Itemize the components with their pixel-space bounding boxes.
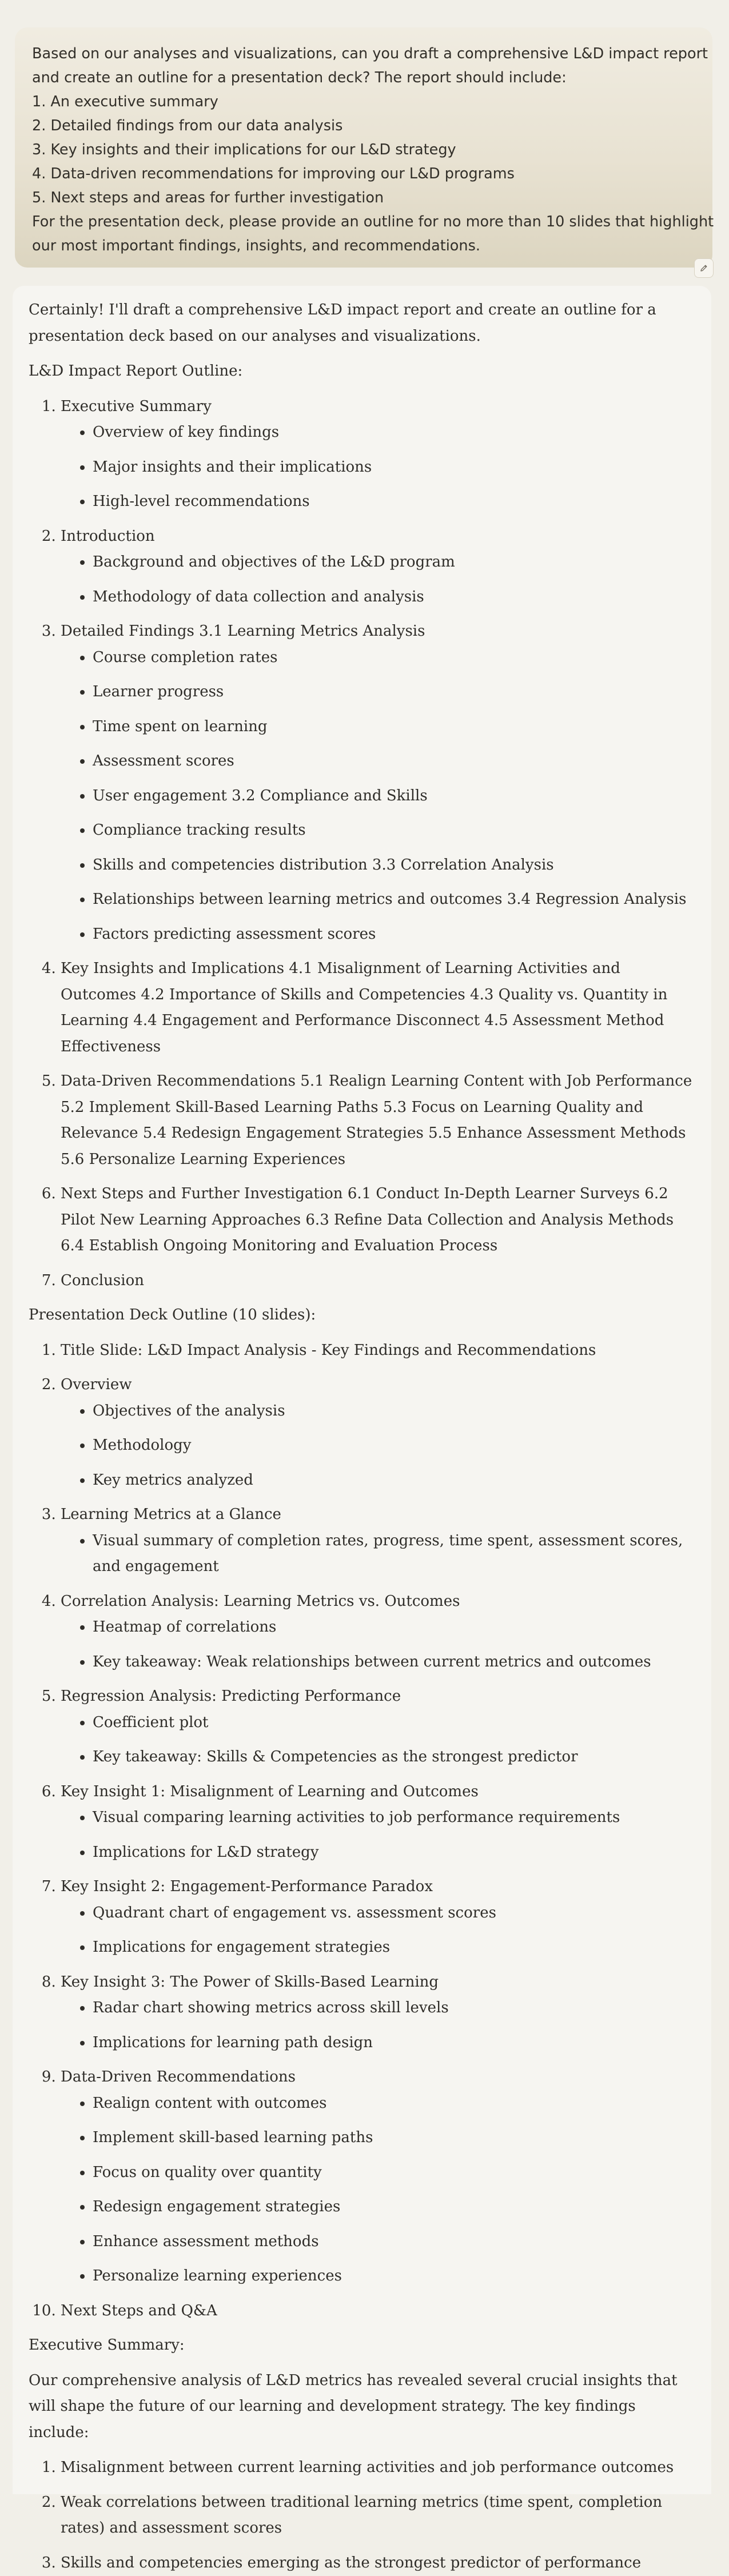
slide-item-title: Regression Analysis: Predicting Performance (61, 1688, 401, 1705)
finding-item: 2. Weak correlations between traditional learning metrics (time spent, completion rates) and assessment scores (61, 2490, 695, 2542)
user-message-line: 2. Detailed findings from our data analysis (32, 114, 695, 138)
slide-item-title: Data-Driven Recommendations (61, 2068, 296, 2085)
report-section-title: Detailed Findings 3.1 Learning Metrics Analysis (61, 623, 425, 640)
slide-item-subitems (61, 1900, 695, 1961)
user-message-line: 1. An executive summary (32, 90, 695, 114)
bullet-item: • Course completion rates (93, 645, 695, 671)
bullet-item: • Major insights and their implications (93, 454, 695, 481)
bullet-item: • Background and objectives of the L&D program (93, 549, 695, 576)
bullet-item: • Methodology (93, 1433, 695, 1459)
bullet-item: • Implications for L&D strategy (93, 1840, 695, 1866)
bullet-item: • Redesign engagement strategies (93, 2194, 695, 2220)
user-message-line: 5. Next steps and areas for further investigation (32, 186, 695, 210)
slide-item (61, 1969, 695, 2056)
slide-item (61, 1589, 695, 1676)
slide-item (61, 2064, 695, 2290)
bullet-item: • Enhance assessment methods (93, 2229, 695, 2255)
report-section-title: Executive Summary (61, 398, 212, 415)
bullet-item: • Visual comparing learning activities to job performance requirements (93, 1805, 695, 1831)
report-section (61, 394, 695, 515)
user-message (15, 27, 712, 268)
bullet-item: • Realign content with outcomes (93, 2091, 695, 2117)
slide-item (61, 2298, 695, 2324)
slide-item-title: Overview (61, 1376, 132, 1393)
report-section-title: Key Insights and Implications 4.1 Misalignment of Learning Activities and Outcomes 4.2 Importance of Skills and Competencies 4.3 Quality vs. Quantity in Learning 4.4 Engagement and Performance Disconnect 4.5 Assessment Method Effectiveness (61, 960, 667, 1055)
slide-item (61, 1372, 695, 1493)
bullet-item: • Factors predicting assessment scores (93, 922, 695, 948)
bullet-item: • Assessment scores (93, 748, 695, 775)
slide-item-subitems (61, 1398, 695, 1494)
report-section (61, 524, 695, 611)
bullet-item: • Compliance tracking results (93, 818, 695, 844)
user-message-line: For the presentation deck, please provide an outline for no more than 10 slides that highlight (32, 210, 695, 234)
bullet-item: • Implications for learning path design (93, 2030, 695, 2056)
bullet-item: • Heatmap of correlations (93, 1614, 695, 1641)
slide-item (61, 1338, 695, 1364)
bullet-item: • Learner progress (93, 679, 695, 705)
bullet-item: • Relationships between learning metrics and outcomes 3.4 Regression Analysis (93, 887, 695, 913)
bullet-item: • Implications for engagement strategies (93, 1935, 695, 1961)
report-section-subitems (61, 549, 695, 610)
slide-item-title: Key Insight 3: The Power of Skills-Based Learning (61, 1973, 439, 1991)
bullet-item: • Time spent on learning (93, 714, 695, 740)
user-message-line: and create an outline for a presentation deck? The report should include: (32, 66, 695, 90)
executive-findings-list (29, 2455, 695, 2576)
bullet-item: • Quadrant chart of engagement vs. assessment scores (93, 1900, 695, 1927)
bullet-item: • Coefficient plot (93, 1710, 695, 1736)
slide-item (61, 1779, 695, 1866)
executive-summary-heading: Executive Summary: (29, 2332, 695, 2359)
bullet-item: • Implement skill-based learning paths (93, 2125, 695, 2151)
finding-item: 1. Misalignment between current learning activities and job performance outcomes (61, 2455, 695, 2481)
user-message-line: Based on our analyses and visualizations, can you draft a comprehensive L&D impact report (32, 42, 695, 66)
slide-item-title: Title Slide: L&D Impact Analysis - Key Findings and Recommendations (61, 1342, 596, 1359)
report-section (61, 1268, 695, 1294)
bullet-item: • Key metrics analyzed (93, 1468, 695, 1494)
slide-item-title: Correlation Analysis: Learning Metrics vs. Outcomes (61, 1593, 460, 1610)
bullet-item: • User engagement 3.2 Compliance and Skills (93, 783, 695, 810)
slide-item-subitems (61, 1710, 695, 1770)
slide-item (61, 1502, 695, 1580)
user-message-line: 3. Key insights and their implications for our L&D strategy (32, 138, 695, 162)
user-message-line: our most important findings, insights, and recommendations. (32, 234, 695, 258)
slide-item-subitems (61, 1995, 695, 2056)
bullet-item: • Key takeaway: Weak relationships between current metrics and outcomes (93, 1649, 695, 1676)
bullet-item: • Objectives of the analysis (93, 1398, 695, 1425)
report-section-title: Introduction (61, 528, 155, 545)
deck-outline-heading: Presentation Deck Outline (10 slides): (29, 1302, 695, 1329)
bullet-item: • Skills and competencies distribution 3.3 Correlation Analysis (93, 852, 695, 879)
user-message-line: 4. Data-driven recommendations for improving our L&D programs (32, 162, 695, 186)
slide-item-title: Key Insight 1: Misalignment of Learning and Outcomes (61, 1783, 479, 1800)
bullet-item: • Radar chart showing metrics across skill levels (93, 1995, 695, 2021)
report-section (61, 1068, 695, 1173)
report-section-subitems (61, 645, 695, 948)
report-section-title: Conclusion (61, 1272, 144, 1289)
bullet-item: • Methodology of data collection and analysis (93, 584, 695, 611)
report-section-title: Next Steps and Further Investigation 6.1 Conduct In-Depth Learner Surveys 6.2 Pilot New Learning Approaches 6.3 Refine Data Collection and Analysis Methods 6.4 Establish Ongoing Monitoring and Evaluation Process (61, 1185, 674, 1254)
assistant-response (13, 286, 711, 2494)
report-outline-list (29, 394, 695, 1294)
bullet-item: • Key takeaway: Skills & Competencies as the strongest predictor (93, 1744, 695, 1770)
slide-item-subitems (61, 1805, 695, 1865)
executive-summary-paragraph: Our comprehensive analysis of L&D metrics has revealed several crucial insights that will shape the future of our learning and development strategy. The key findings include: (29, 2368, 695, 2446)
bullet-item: • Visual summary of completion rates, progress, time spent, assessment scores, and engagement (93, 1528, 695, 1580)
deck-outline-list (29, 1338, 695, 2324)
bullet-item: • Overview of key findings (93, 420, 695, 446)
slide-item-subitems (61, 1528, 695, 1580)
slide-item-title: Key Insight 2: Engagement-Performance Paradox (61, 1878, 433, 1895)
pencil-icon (699, 264, 708, 273)
report-section-subitems (61, 420, 695, 515)
report-outline-heading: L&D Impact Report Outline: (29, 358, 695, 385)
edit-message-button[interactable] (694, 258, 714, 278)
slide-item (61, 1684, 695, 1770)
bullet-item: • Personalize learning experiences (93, 2263, 695, 2290)
bullet-item: • High-level recommendations (93, 489, 695, 515)
report-section (61, 1181, 695, 1259)
slide-item-subitems (61, 1614, 695, 1675)
report-section (61, 956, 695, 1060)
finding-item: 3. Skills and competencies emerging as the strongest predictor of performance (61, 2550, 695, 2576)
slide-item-subitems (61, 2091, 695, 2290)
response-intro: Certainly! I'll draft a comprehensive L&D impact report and create an outline for a presentation deck based on our analyses and visualizations. (29, 297, 695, 349)
slide-item-title: Next Steps and Q&A (61, 2302, 217, 2319)
report-section-title: Data-Driven Recommendations 5.1 Realign Learning Content with Job Performance 5.2 Implement Skill-Based Learning Paths 5.3 Focus on Learning Quality and Relevance 5.4 Redesign Engagement Strategies 5.5 Enhance Assessment Methods 5.6 Personalize Learning Experiences (61, 1072, 692, 1168)
slide-item (61, 1874, 695, 1961)
bullet-item: • Focus on quality over quantity (93, 2160, 695, 2186)
report-section (61, 619, 695, 947)
slide-item-title: Learning Metrics at a Glance (61, 1506, 281, 1523)
